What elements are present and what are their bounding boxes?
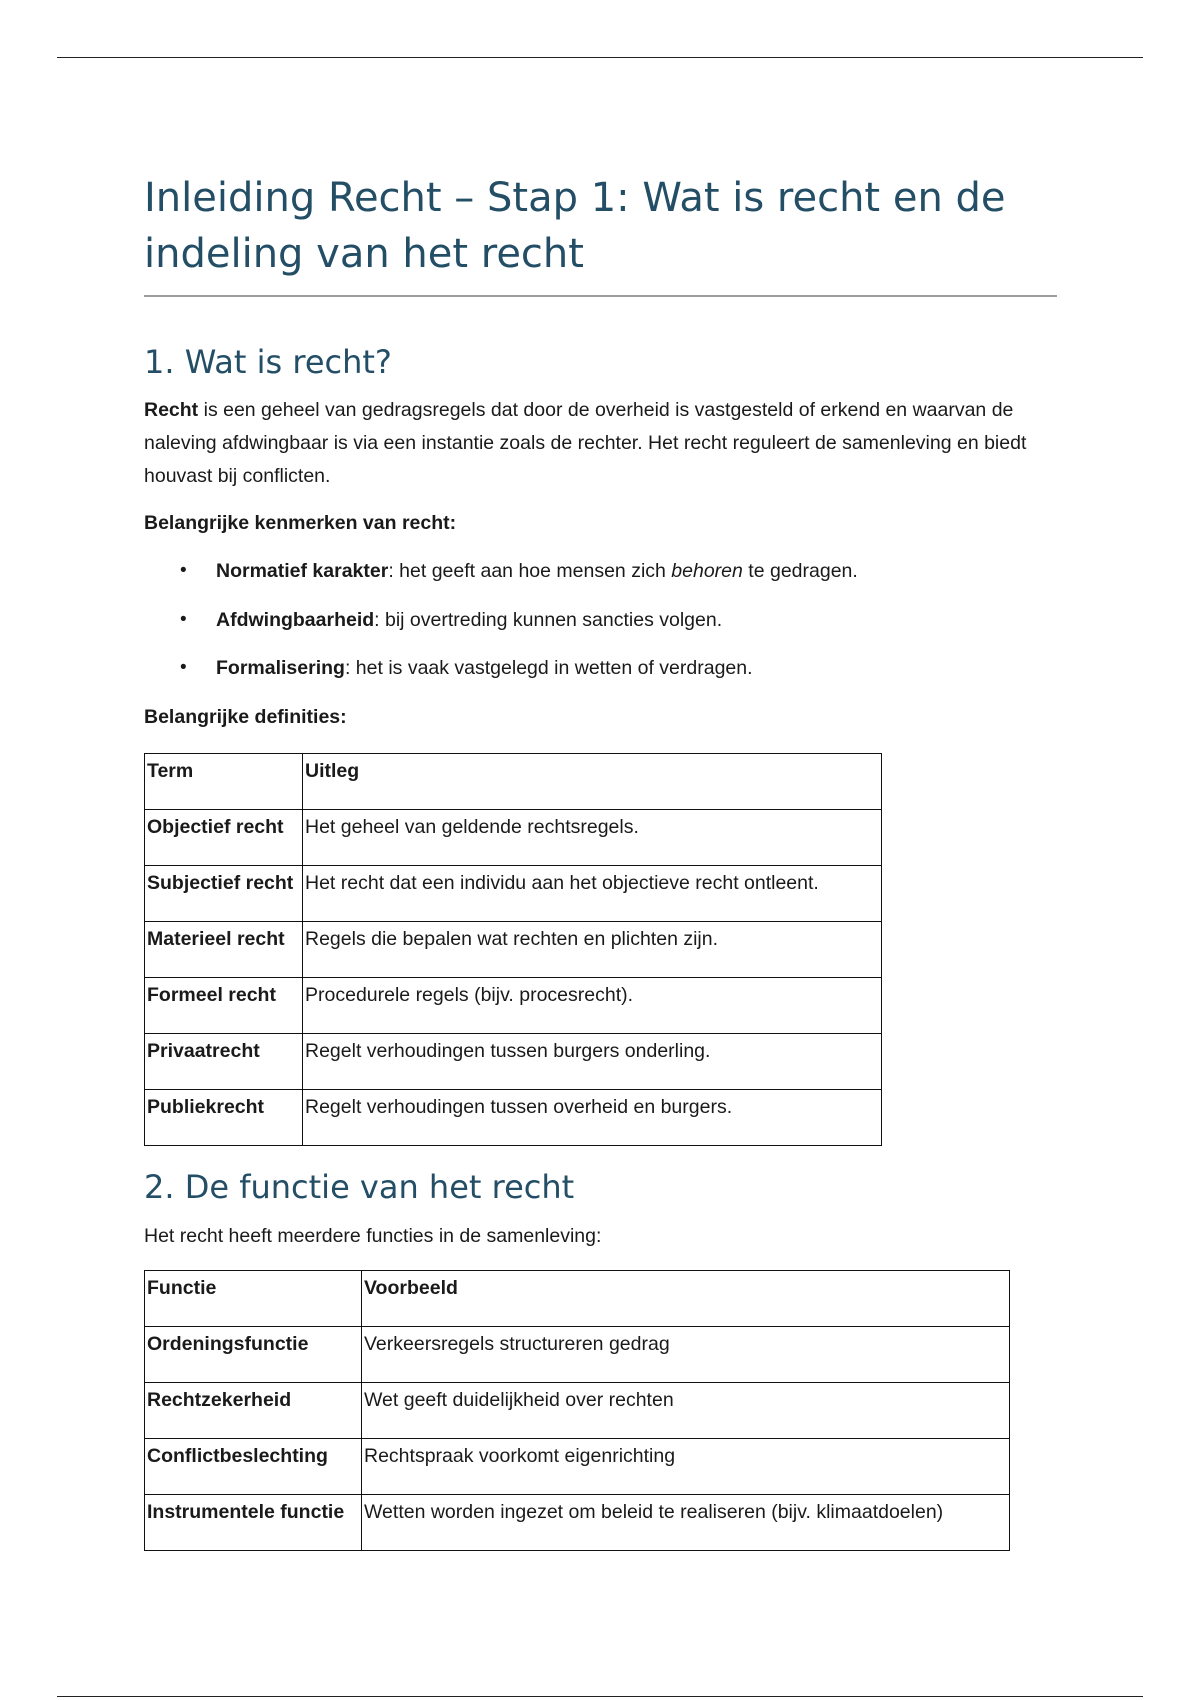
kenmerken-label: Belangrijke kenmerken van recht: — [144, 512, 457, 534]
table-cell-term: Formeel recht — [145, 978, 303, 1034]
intro-text: is een geheel van gedragsregels dat door de overheid is vastgesteld of erkend en waarvan de naleving afdwingbaar is via een instantie zoals de rechter. Het recht reguleert de samenleving en biedt houvast bij conflicten. — [144, 399, 1027, 487]
table-row — [145, 810, 882, 866]
table-cell-voorbeeld: Wetten worden ingezet om beleid te realiseren (bijv. klimaatdoelen) — [362, 1495, 1010, 1551]
table-header-cell: Uitleg — [303, 754, 882, 810]
table-header-row — [145, 1271, 1010, 1327]
list-item-text: : het geeft aan hoe mensen zich — [388, 560, 672, 582]
list-item-term: Formalisering — [216, 657, 345, 679]
table-row — [145, 1034, 882, 1090]
intro-bold-term: Recht — [144, 399, 199, 421]
list-item-emphasis: behoren — [671, 560, 743, 582]
bullet-icon: • — [180, 560, 187, 581]
table-cell-functie: Instrumentele functie — [145, 1495, 362, 1551]
table-header-row — [145, 754, 882, 810]
document-title: Inleiding Recht – Stap 1: Wat is recht en de indeling van het recht — [144, 175, 1006, 277]
table-cell-term: Subjectief recht — [145, 866, 303, 922]
table-cell-voorbeeld: Verkeersregels structureren gedrag — [362, 1327, 1010, 1383]
table-cell-functie: Conflictbeslechting — [145, 1439, 362, 1495]
functies-table — [144, 1270, 1010, 1551]
table-row — [145, 922, 882, 978]
table-header-cell: Functie — [145, 1271, 362, 1327]
definities-table — [144, 753, 882, 1146]
section1-heading: 1. Wat is recht? — [144, 343, 392, 381]
table-cell-uitleg: Procedurele regels (bijv. procesrecht). — [303, 978, 882, 1034]
table-row — [145, 1090, 882, 1146]
table-cell-voorbeeld: Rechtspraak voorkomt eigenrichting — [362, 1439, 1010, 1495]
table-cell-uitleg: Regels die bepalen wat rechten en plichten zijn. — [303, 922, 882, 978]
list-item-term: Afdwingbaarheid — [216, 608, 375, 631]
table-cell-term: Materieel recht — [145, 922, 303, 978]
page-top-rule — [57, 57, 1143, 58]
list-item — [144, 605, 1057, 654]
list-item-text: : het is vaak vastgelegd in wetten of verdragen. — [344, 657, 753, 679]
table-cell-functie: Rechtzekerheid — [145, 1383, 362, 1439]
table-row — [145, 866, 882, 922]
table-cell-uitleg: Het recht dat een individu aan het objectieve recht ontleent. — [303, 866, 882, 922]
table-cell-term: Publiekrecht — [145, 1090, 303, 1146]
title-underline — [144, 295, 1057, 297]
section2-heading: 2. De functie van het recht — [144, 1168, 575, 1206]
table-row — [145, 1495, 1010, 1551]
table-cell-voorbeeld: Wet geeft duidelijkheid over rechten — [362, 1383, 1010, 1439]
definities-label: Belangrijke definities: — [144, 706, 347, 728]
table-row — [145, 1327, 1010, 1383]
bullet-icon: • — [180, 657, 187, 678]
table-header-cell: Term — [145, 754, 303, 810]
list-item — [144, 556, 1057, 605]
bullet-icon: • — [180, 608, 187, 630]
table-cell-uitleg: Regelt verhoudingen tussen overheid en burgers. — [303, 1090, 882, 1146]
table-row — [145, 978, 882, 1034]
list-item — [144, 653, 1057, 702]
table-header-cell: Voorbeeld — [362, 1271, 1010, 1327]
section1-intro — [144, 394, 1057, 493]
table-cell-term: Privaatrecht — [145, 1034, 303, 1090]
table-cell-functie: Ordeningsfunctie — [145, 1327, 362, 1383]
list-item-text-end: te gedragen. — [742, 560, 858, 582]
kenmerken-list — [144, 556, 1057, 702]
table-cell-uitleg: Regelt verhoudingen tussen burgers onderling. — [303, 1034, 882, 1090]
section2-intro: Het recht heeft meerdere functies in de samenleving: — [144, 1225, 602, 1247]
table-row — [145, 1439, 1010, 1495]
list-item-text: : bij overtreding kunnen sancties volgen. — [374, 608, 723, 631]
list-item-term: Normatief karakter — [216, 560, 389, 582]
page-bottom-rule — [57, 1696, 1143, 1697]
table-cell-term: Objectief recht — [145, 810, 303, 866]
table-cell-uitleg: Het geheel van geldende rechtsregels. — [303, 810, 882, 866]
table-row — [145, 1383, 1010, 1439]
